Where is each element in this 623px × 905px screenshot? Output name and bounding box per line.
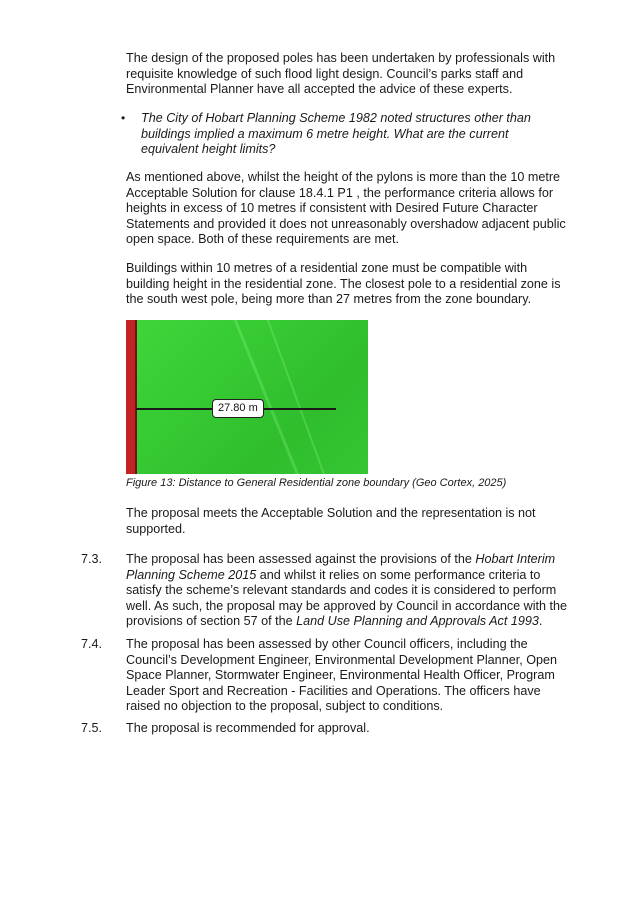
text-line: The proposal meets the Acceptable Solution and the representation is not [126,506,536,520]
text-line: Environmental Planner have all accepted the advice of these experts. [126,82,513,97]
act-name: Land Use Planning and Approvals Act 1993 [296,614,539,629]
scheme-name: Hobart Interim [475,552,556,566]
text-line: satisfy the scheme’s relevant standards and codes it is considered to perform [126,583,557,598]
text-line: supported. [126,521,186,536]
text-line: Space Planner, Stormwater Engineer, Environmental Health Officer, Program [126,668,555,683]
text-run: provisions of section 57 of the [126,614,297,629]
zone-boundary-line [135,320,137,474]
text-line: heights in excess of 10 metres if consistent with Desired Future Character [126,201,538,216]
text-line: The design of the proposed poles has been undertaken by professionals with [126,51,556,65]
text-line: requisite knowledge of such flood light design. Council’s parks staff and [126,66,524,81]
text-line: buildings implied a maximum 6 metre height. What are the current [141,126,509,141]
text-line: The proposal has been assessed by other Council officers, including the [126,637,528,651]
section-7-5 [126,721,571,737]
text-line: As mentioned above, whilst the height of the pylons is more than the 10 metre [126,170,561,184]
text-line [126,568,576,584]
text-line: the south west pole, being more than 27 metres from the zone boundary. [126,292,532,307]
text-line: equivalent height limits? [141,142,276,157]
distance-label: 27.80 m [212,399,264,418]
paragraph-pole-design [126,51,571,98]
text-line: building height in the residential zone. The closest pole to a residential zone is [126,276,561,291]
section-number: 7.5. [81,721,103,735]
text-run: and whilst it relies on some performance criteria to [256,567,541,582]
section-7-3 [126,552,576,630]
bullet-marker: • [121,111,126,125]
bullet-question [141,111,571,158]
paragraph-conclusion [126,506,571,537]
paragraph-height-response [126,170,571,248]
map-track [265,320,328,474]
section-7-4 [126,637,571,715]
section-number: 7.3. [81,552,103,566]
figure-caption: Figure 13: Distance to General Residential zone boundary (Geo Cortex, 2025) [126,477,507,489]
text-line: raised no objection to the proposal, subject to conditions. [126,699,444,714]
scheme-name: Planning Scheme 2015 [126,567,257,582]
text-run: The proposal has been assessed against the provisions of the [126,552,476,566]
text-line [126,552,576,568]
text-line: Leader Sport and Recreation - Facilities and Operations. The officers have [126,683,541,698]
text-line: Buildings within 10 metres of a residential zone must be compatible with [126,261,528,275]
text-line: Acceptable Solution for clause 18.4.1 P1 , the performance criteria allows for [126,185,554,200]
text-run: . [538,614,543,629]
text-line: well. As such, the proposal may be approved by Council in accordance with the [126,598,568,613]
map-track [232,320,302,474]
text-line: Council’s Development Engineer, Environmental Development Planner, Open [126,652,558,667]
text-line: open space. Both of these requirements are met. [126,232,400,247]
text-line: The City of Hobart Planning Scheme 1982 noted structures other than [141,111,531,125]
text-line: The proposal is recommended for approval. [126,721,370,735]
text-line: Statements and provided it does not unreasonably overshadow adjacent public [126,216,566,231]
text-line [126,614,576,630]
zone-distance-map-image [126,320,368,474]
section-number: 7.4. [81,637,103,651]
paragraph-residential-zone [126,261,571,308]
